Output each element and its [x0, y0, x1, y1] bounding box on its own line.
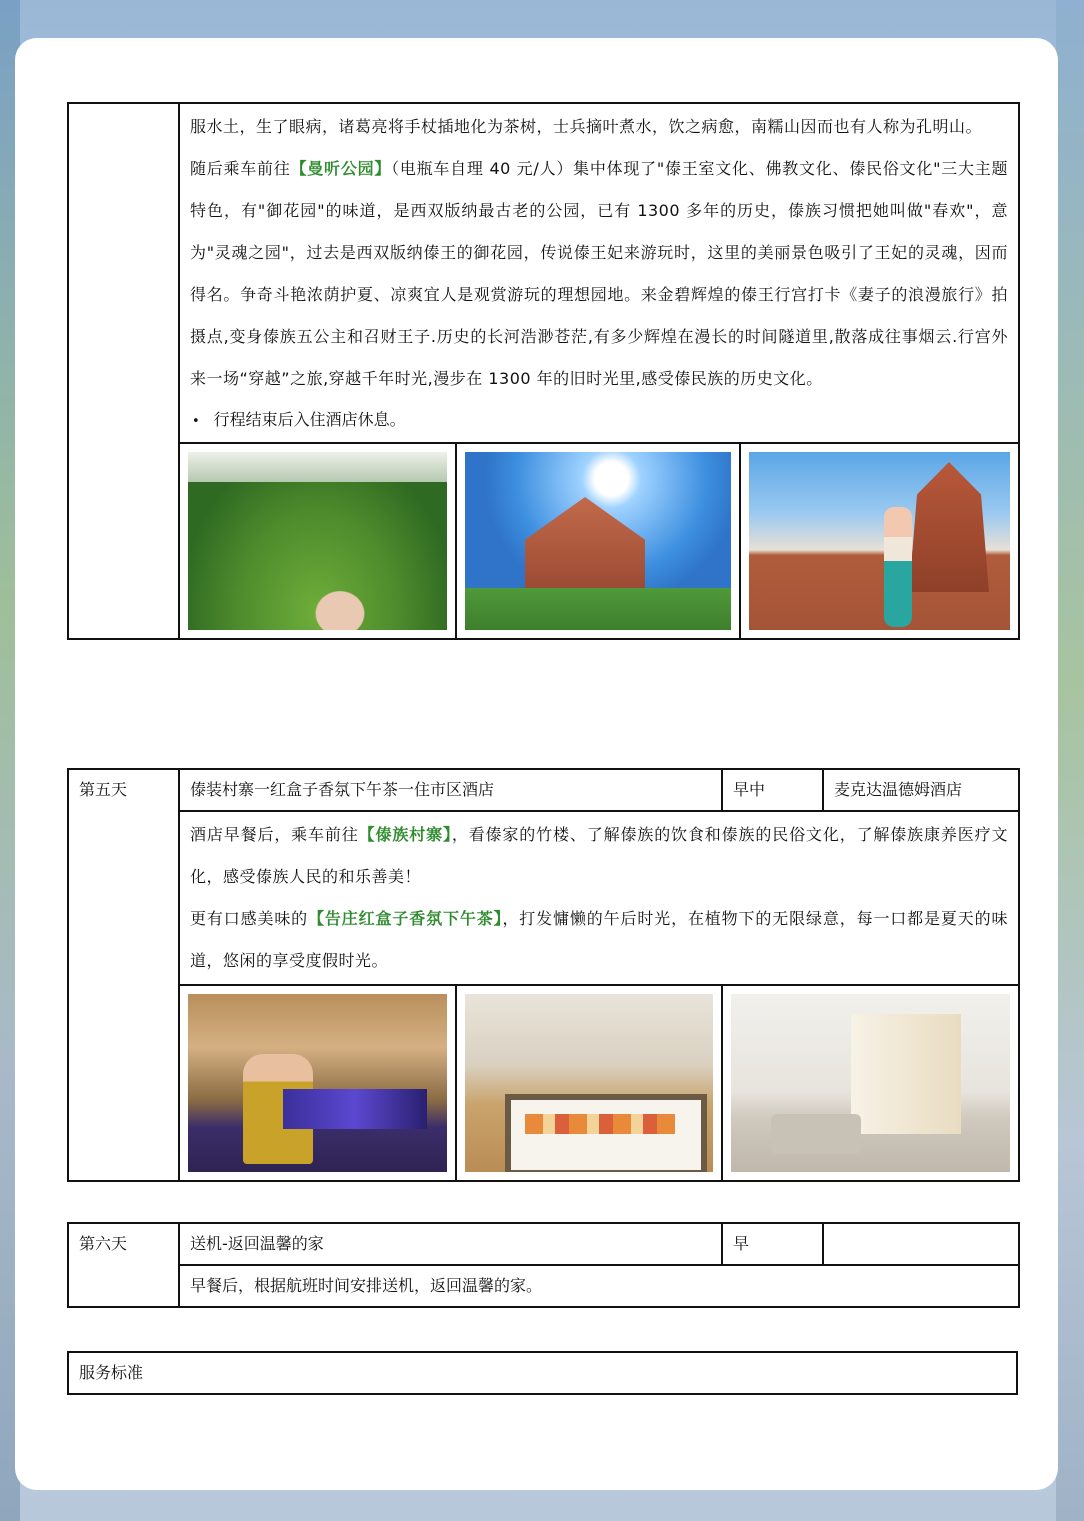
service-table	[67, 1351, 1018, 1395]
service-label: 服务标准	[79, 1363, 144, 1382]
temple-photo	[465, 452, 731, 630]
day4-photo-cell-3	[740, 443, 1019, 639]
day4-label-cell	[68, 103, 179, 639]
day4-bullet-item: • 行程结束后入住酒店休息。	[190, 400, 1008, 442]
day5-meals-cell	[722, 769, 823, 811]
day4-paragraph-2: 随后乘车前往【曼听公园】（电瓶车自理 40 元/人）集中体现了"傣王室文化、佛教文化、傣民俗文化"三大主题特色，有"御花园"的味道，是西双版纳最古老的公园，已有 1300 多年的历史，傣族习惯把她叫做"春欢"，意为"灵魂之园"，过去是西双版纳傣王的御花园，传说傣王妃来游玩时，这里的美丽景色吸引了王妃的灵魂，因而得名。争奇斗艳浓荫护夏、凉爽宜人是观赏游玩的理想园地。来金碧辉煌的傣王行宫打卡《妻子的浪漫旅行》拍摄点,变身傣族五公主和召财王子.历史的长河浩渺苍茫,有多少辉煌在漫长的时间隧道里,散落成往事烟云.行宫外来一场“穿越”之旅,穿越千年时光,漫步在 1300 年的旧时光里,感受傣民族的历史文化。	[190, 159, 1009, 388]
day5-hotel-cell	[823, 769, 1019, 811]
day5-meals: 早中	[733, 780, 766, 799]
bullet-icon: •	[192, 414, 200, 429]
day6-hotel-cell	[823, 1223, 1019, 1265]
day4-description-cell	[179, 103, 1019, 443]
attraction-highlight-afternoon-tea: 【告庄红盒子香氛下午茶】	[308, 909, 503, 928]
day5-table	[67, 768, 1020, 1182]
day5-photo-cell-2	[456, 985, 722, 1181]
day6-description: 早餐后，根据航班时间安排送机，返回温馨的家。	[190, 1276, 543, 1295]
day5-photo-cell-1	[179, 985, 456, 1181]
day5-hotel: 麦克达温德姆酒店	[834, 780, 963, 799]
afternoon-tea-photo	[465, 994, 713, 1172]
day6-table	[67, 1222, 1020, 1308]
document-page	[15, 38, 1058, 1490]
service-label-cell	[68, 1352, 1017, 1394]
dancer-photo	[749, 452, 1010, 630]
day5-paragraph-1: 酒店早餐后，乘车前往【傣族村寨】，看傣家的竹楼、了解傣族的饮食和傣族的民俗文化，了解傣族康养医疗文化，感受傣族人民的和乐善美！	[190, 825, 1008, 886]
tea-plantation-photo	[188, 452, 447, 630]
attraction-highlight-dai-village: 【傣族村寨】	[358, 825, 452, 844]
day5-photo-cell-3	[722, 985, 1019, 1181]
day5-route: 傣装村寨一红盒子香氛下午茶一住市区酒店	[190, 780, 495, 799]
day5-label: 第五天	[79, 780, 128, 799]
day6-route-cell	[179, 1223, 722, 1265]
day6-label: 第六天	[79, 1234, 128, 1253]
day5-label-cell	[68, 769, 179, 1181]
day6-description-cell	[179, 1265, 1019, 1307]
attraction-highlight-manting-park: 【曼听公园】	[290, 159, 392, 178]
day6-label-cell	[68, 1223, 179, 1307]
day5-route-cell	[179, 769, 722, 811]
background-edge-right	[1056, 0, 1084, 1521]
day4-table	[67, 102, 1020, 640]
day4-paragraph-1: 服水土，生了眼病，诸葛亮将手杖插地化为茶树，士兵摘叶煮水，饮之病愈，南糯山因而也有人称为孔明山。	[190, 117, 983, 136]
day5-paragraph-2: 更有口感美味的【告庄红盒子香氛下午茶】，打发慵懒的午后时光，在植物下的无限绿意，每一口都是夏天的味道，悠闲的享受度假时光。	[190, 909, 1008, 970]
day4-photo-cell-1	[179, 443, 456, 639]
day5-description-cell	[179, 811, 1019, 985]
day4-photo-cell-2	[456, 443, 740, 639]
day6-meals-cell	[722, 1223, 823, 1265]
hotel-room-photo	[731, 994, 1010, 1172]
weaving-photo	[188, 994, 447, 1172]
day6-meals: 早	[733, 1234, 750, 1253]
day6-route: 送机-返回温馨的家	[190, 1234, 324, 1253]
